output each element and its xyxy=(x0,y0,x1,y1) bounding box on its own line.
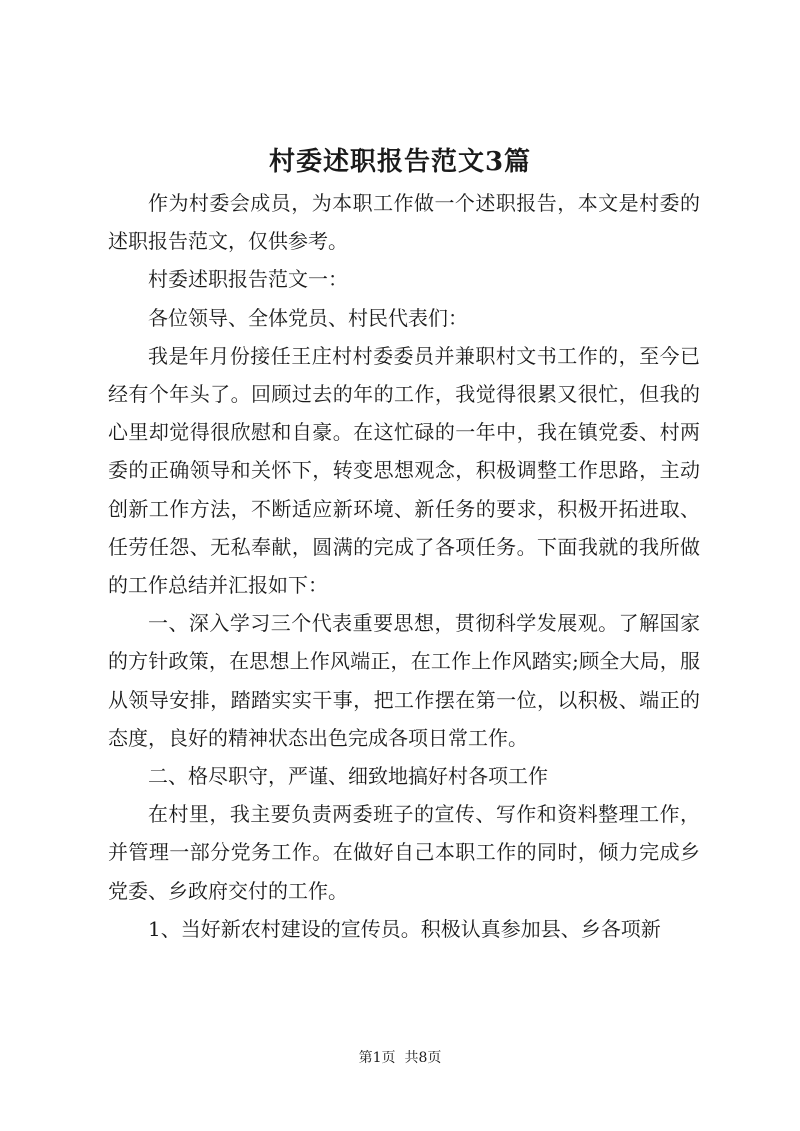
body-paragraph: 1、当好新农村建设的宣传员。积极认真参加县、乡各项新 xyxy=(148,916,661,941)
document-title: 村委述职报告范文3篇 xyxy=(268,147,532,177)
salutation-paragraph: 各位领导、全体党员、村民代表们： xyxy=(148,305,468,330)
body-paragraph: 一、深入学习三个代表重要思想，贯彻科学发展观。了解国家的方针政策，在思想上作风端正，在工作上作风踏实;顾全大局，服从领导安排，踏踏实实干事，把工作摆在第一位，以积极、端正的态度，良好的精神状态出色完成各项日常工作。 xyxy=(108,611,700,750)
intro-paragraph: 作为村委会成员，为本职工作做一个述职报告，本文是村委的述职报告范文，仅供参考。 xyxy=(108,191,700,254)
section-heading: 二、格尽职守，严谨、细致地搞好村各项工作 xyxy=(148,764,548,789)
section-heading-sample-one: 村委述职报告范文一： xyxy=(148,267,348,292)
body-paragraph: 我是年月份接任王庄村村委委员并兼职村文书工作的，至今已经有个年头了。回顾过去的年的工作，我觉得很累又很忙，但我的心里却觉得很欣慰和自豪。在这忙碌的一年中，我在镇党委、村两委的正确领导和关怀下，转变思想观念，积极调整工作思路，主动创新工作方法，不断适应新环境、新任务的要求，积极开拓进取、任劳任怨、无私奉献，圆满的完成了各项任务。下面我就的我所做的工作总结并汇报如下： xyxy=(108,343,700,598)
document-body xyxy=(108,184,700,948)
body-paragraph: 在村里，我主要负责两委班子的宣传、写作和资料整理工作，并管理一部分党务工作。在做好自己本职工作的同时，倾力完成乡党委、乡政府交付的工作。 xyxy=(108,802,700,903)
page-footer: 第1页 共8页 xyxy=(358,1050,442,1066)
